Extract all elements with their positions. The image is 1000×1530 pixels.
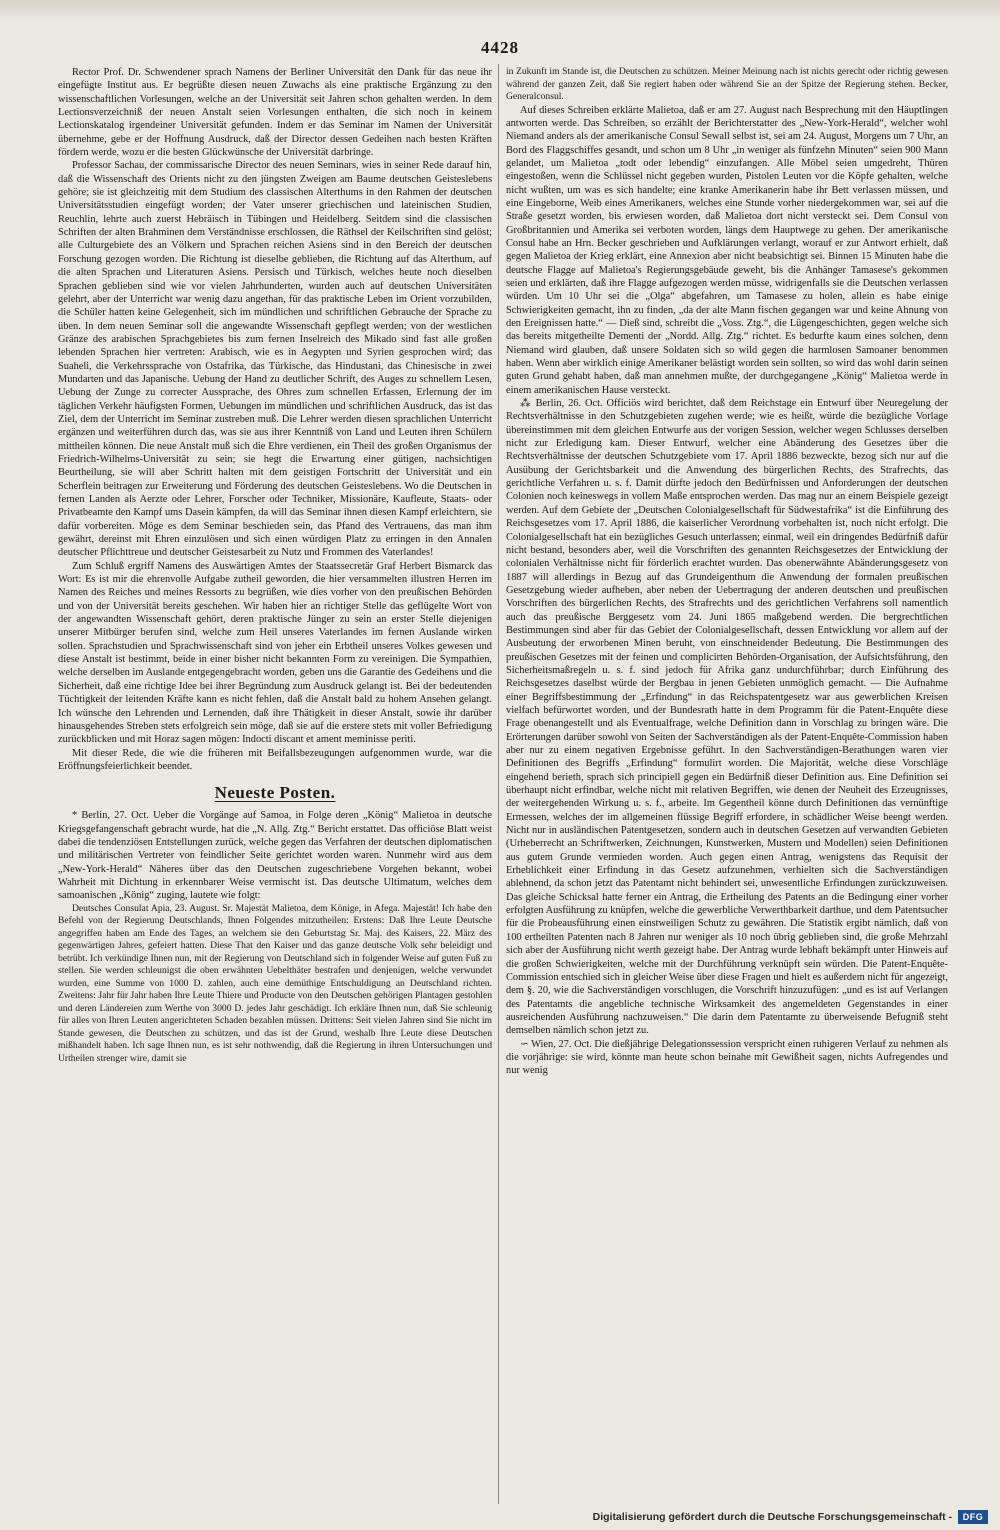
page-edge-shadow (0, 0, 1000, 22)
dfg-logo-icon: DFG (958, 1510, 988, 1524)
right-article (506, 66, 948, 1078)
paragraph: ⁂ Berlin, 26. Oct. Officiös wird berichtet, daß dem Reichstage ein Entwurf über Neuregelung der Rechtsverhältnisse in den Schutzgebieten zugehen werde; wie es heißt, würde die bezügliche Vorlage übereinstimmen mit dem gleichen Entwurfe aus der vorigen Session, welcher wegen Schlusses derselben nicht zur Erledigung kam. Dieser Entwurf, welcher eine Abänderung des Gesetzes über die Rechtsverhältnisse der deutschen Schutzgebiete vom 17. April 1886 bezweckte, bezog sich nur auf die Ausübung der Gerichtsbarkeit und die Anwendung des bürgerlichen Rechts, des Strafrechts, das gerichtliche Verfahren u. s. f. Damit dürfte jedoch den Bedürfnissen und Anforderungen der deutschen Colonien noch keineswegs in vollem Maße entsprochen werden. Das mag nur an einem Beispiele gezeigt werden. Auf dem Gebiete der „Deutschen Colonialgesellschaft für Südwestafrika“ ist die Einführung des Reichsgesetzes vom 17. April 1886, die kaiserlicher Verordnung vorbehalten ist, noch nicht erfolgt. Die Colonialgesellschaft hat ein bezügliches Gesuch unterlassen; einmal, weil ein dringendes Bedürfniß dafür nicht bestand, besonders aber, weil die Vorschriften des genannten Reichsgesetzes der Entwicklung der colonialen Verhältnisse nicht für förderlich erachtet wurden. Das obenerwähnte Abänderungsgesetz von 1887 will allerdings in Bezug auf das Grundeigenthum die Anwendung der formalen preußischen Gesetzgebung wieder aufheben, aber neben der Uebertragung der anderen deutschen und preußischen Vorschriften des bürgerlichen Rechts, des Strafrechts und des gerichtlichen Verfahrens soll namentlich auch das preußische Berggesetz vom 24. Juni 1865 maßgebend werden. Die bergrechtlichen Bestimmungen sind aber für das Gebiet der Colonialgesellschaft, dessen Entwicklung vor allem auf der Ausbeutung der erworbenen Minen beruht, von einschneidender Bedeutung. Die Bestimmungen des preußischen Gesetzes mit der feinen und complicirten Behörden-Organisation, der Aufsichtsführung, den Sicherheitsmaßregeln u. s. f. sind jedoch für Afrika ganz undurchführbar; durch Einführung des Reichsgesetzes daselbst würde der Bergbau in jenen Gebieten unmöglich gemacht. — Die Aufnahme einer Begriffsbestimmung der „Erfindung“ in das Reichspatentgesetz war aus gewerblichen Kreisen vielfach befürwortet worden, und der Bundesrath hatte in dem Programm für die Patent-Enquête diese Frage obenangestellt und als Eventualfrage, welche Definition dann in Vorschlag zu bringen wäre. Die Erörterungen darüber sowohl von Seiten der Sachverständigen als der Patent-Enquête-Commission haben aber nur zu einem negativen Ergebnisse geführt. In den Sachverständigen-Berathungen waren vier Definitionen des Begriffs „Erfindung“ formulirt worden. Die Majorität, welche diese Vorschläge eingehend berieth, sprach sich principiell gegen ein Bedürfniß dieser Definition aus. Eine Definition sei überhaupt nicht erfindbar, welche nicht mit relativen Begriffen, wie denen der Neuheit des Erzeugnisses, der weitergehenden Wirkung u. s. f., arbeite. Im Gegentheil könne durch Definitionen das vernünftige Ermessen, welches der im allgemeinen flüssige Begriff erfordere, in schädlicher Weise beengt werden. Nicht nur in ausländischen Patentgesetzen, sondern auch in deutschen Gesetzen auf verwandten Gebieten (Urheberrecht an Schriftwerken, Zeichnungen, Kunstwerken, Mustern und Modellen) seien Definitionen aus gutem Grunde vermieden worden. Auch gegen einen Antrag, wenigstens das Requisit der Erheblichkeit einer Erfindung in das Gesetz aufzunehmen, verhielten sich die Sachverständigen ablehnend, da schon jetzt das Patentamt nicht behindert sei, unwesentliche Erfindungen zurückzuweisen. Das gleiche Schicksal hatte ferner ein Antrag, die Ertheilung des Patents an die Bedingung einer vorher erfolgten Ausführung zu knüpfen, welche die gewerbliche Verwerthbarkeit darthue, und dem Patentsucher für die Probeausführung einen einstweiligen Schutz zu gewähren. Die Statistik ergibt nämlich, daß von 100 ertheilten Patenten nach 8 Jahren nur weniger als 10 noch übrig geblieben sind, die große Mehrzahl sich aber der Ausführung nicht werth gezeigt habe. Der Antrag wurde lebhaft bekämpft unter Hinweis auf die großen Schwierigkeiten, welche mit der Durchführung verknüpft sein würden. Die Patent-Enquête-Commission entschied sich in gleicher Weise über diese Fragen und hielt es außerdem nicht für angezeigt, dem §. 20, wie die Sachverständigen vorschlugen, die Vorschrift hinzuzufügen: „und es ist auf Verlangen des Patentamts die angebliche technische Wirksamkeit des angemeldeten Gegenstandes in einer ausreichenden Ausführung nachzuweisen.“ Die darin dem Patentamte zu überweisende Befugniß steht demselben nämlich schon jetzt zu. (506, 398, 948, 1037)
paragraph: Deutsches Consulat Apia, 23. August. Sr. Majestät Malietoa, dem Könige, in Afega. Majestät! Ich habe den Befehl von der Regierung Deutschlands, Ihnen Folgendes mitzutheilen: Erstens: Daß Ihre Leute Deutsche angegriffen haben am Ende des Tages, an welchem sie den Geburtstag Sr. Maj. des Kaisers, 22. März des gegenwärtigen Jahres, gefeiert hatten. Diese That den Kaiser und das ganze deutsche Volk sehr beleidigt und betrübt. Ich verkündige Ihnen nun, mit der Regierung von Deutschland sich in folgender Weise auf guten Fuß zu stellen. Sie werden schleunigst die oben erwähnten Uebelthäter bestrafen und denjenigen, welche verwundet wurden, eine Summe von 1000 D. zahlen, auch eine demüthige Entschuldigung an Deutschland richten. Zweitens: Jahr für Jahr haben Ihre Leute Thiere und Producte von den Deutschen gehörigen Plantagen gestohlen und deren Ländereien zum Werthe von 3000 D. jedes Jahr geschädigt. Ich erkläre Ihnen nun, daß Sie schleunig für alles von Ihren Leuten angerichteten Schaden bezahlen müssen. Drittens: Seit vielen Jahren sind Sie nicht im Stande gewesen, die Deutschen zu schützen, und das ist der Grund, weshalb Ihre Leute diese Deutschen mißhandelt haben. Ich sage Ihnen nun, es ist sehr nothwendig, daß die Regierung in ihren Untersuchungen und Urtheilen strenger wire, damit sie (58, 902, 492, 1064)
paragraph: * Berlin, 27. Oct. Ueber die Vorgänge auf Samoa, in Folge deren „König“ Malietoa in deutsche Kriegsgefangenschaft gebracht wurde, hat die „N. Allg. Ztg.“ Bericht erstattet. Das officiöse Blatt weist dabei die tendenziösen Entstellungen zurück, welche gegen das Verfahren der deutschen diplomatischen und militärischen Vertreter von feindlicher Seite gerichtet worden waren. Nunmehr wird aus dem „New-York-Herald“ Näheres über das den Deutschen zugeschriebene Vorgehen bekannt, wobei Wahrheit mit Dichtung in erkennbarer Weise vermischt ist. Das deutsche Ultimatum, welches dem samoanischen „König“ zuging, lautete wie folgt: (58, 810, 492, 902)
paragraph: Mit dieser Rede, die wie die früheren mit Beifallsbezeugungen aufgenommen wurde, war die Eröffnungsfeierlichkeit beendet. (58, 747, 492, 772)
paragraph: Auf dieses Schreiben erklärte Malietoa, daß er am 27. August nach Besprechung mit den Häuptlingen antworten werde. Das Schreiben, so erzählt der Berichterstatter des „New-York-Herald“, welcher wohl Niemand anders als der amerikanische Consul Sewall selbst ist, sei am 24. August, Morgens um 7 Uhr, an Bord des Flaggschiffes gesandt, und schon um 8 Uhr „in weniger als fünfzehn Minuten“ seien 900 Mann gelandet, um Malietoa „todt oder lebendig“ einzufangen. Alle Möbel seien umgedreht, Thüren eingestoßen, wenn die Schlüssel nicht gegeben wurden, Pistolen Leuten vor die Köpfe gehalten, welche nicht wußten, um was es sich handelte; eine kranke Amerikanerin habe ihr Bett verlassen müssen, und eine Eingeborne, Weib eines Amerikaners, welches eine Stunde vorher niedergekommen war, sei auf die Straße gesetzt worden, bis erwiesen worden, daß Malietoa dort nicht versteckt sei. Dem Consul von Großbritannien und Amerika sei verboten worden, längs dem Hauptwege zu gehen. Der amerikanische Consul habe an Hrn. Becker geschrieben und Aufklärungen verlangt, worauf er zur Antwort erhielt, daß gegen Malietoa der Krieg erklärt, eine Annexion aber nicht beabsichtigt sei. Binnen 15 Minuten habe die deutsche Flagge auf Malietoa's Regierungsgebäude geweht, bis die Anhänger Tamasese's gekommen seien und erklärten, daß ihre Flagge aufgezogen werden müsse, widrigenfalls sie die Deutschen verlassen würden. Um 10 Uhr sei die „Olga“ abgefahren, um Tamasese zu holen, allein es habe einige Schwierigkeiten gemacht, ihn zu finden, „da der alte Mann fischen gegangen war und keine Ahnung von den Ereignissen hatte.“ — Dieß sind, schreibt die „Voss. Ztg.“, die Lügengeschichten, gegen welche sich das bereits mitgetheilte Dementi der „Nordd. Allg. Ztg.“ richtet. Es bedurfte kaum eines solchen, denn Niemand wird glauben, daß unsere Soldaten sich so wild gegen die harmlosen Samoaner benommen haben. Wenn aber wirklich einige Amerikaner belästigt worden sein sollten, so wird das wohl darin seinen guten Grund gehabt haben, daß man annehmen mußte, der durchgegangene „König“ Malietoa werde in einem amerikanischen Hause versteckt. (506, 104, 948, 396)
footer-text: Digitalisierung gefördert durch die Deutsche Forschungsgemeinschaft - (592, 1511, 952, 1523)
paragraph: ∽ Wien, 27. Oct. Die dießjährige Delegationssession verspricht einen ruhigeren Verlauf zu nehmen als die vorjährige: sie wird, könnte man heute schon beinahe mit Gewißheit sagen, nichts Aufregendes und nur wenig (506, 1038, 948, 1077)
column-divider (498, 64, 499, 1504)
section-heading: Neueste Posten. (214, 783, 336, 803)
left-news-article (58, 809, 492, 1065)
footer-credit (593, 1510, 988, 1524)
left-column (58, 66, 492, 1065)
paragraph: Professor Sachau, der commissarische Director des neuen Seminars, wies in seiner Rede darauf hin, daß die Wissenschaft des Orients nicht zu den jüngsten Zweigen am Baume deutschen Geisteslebens gehöre; sie ist gleichzeitig mit dem Studium des classischen Alterthums in den Rahmen der deutschen Universitätsstudien eingefügt worden; der Vater unserer griechischen und lateinischen Studien, Reuchlin, lehrte auch zuerst Hebräisch in Tübingen und Heidelberg. Seitdem sind die classischen Schriften der alten Brahminen dem Verständnisse erschlossen, die Räthsel der Keilschriften sind gelöst; alle Culturgebiete des an Völkern und Sprachen reichen Asiens sind in den Bereich der deutschen Forschung gezogen worden. Die Richtung ist dieselbe geblieben, die Richtung auf das Alterthum, auf die alten Sprachen und Literaturen Asiens. Persisch und Türkisch, welches heute noch dieselben Sprachen geblieben sind wie vor vielen Jahrhunderten, wurden auch auf deutschen Universitäten gelehrt, aber der Unterricht war wenig dazu angethan, für das praktische Leben im Orient vorzubilden, die Schüler hatten keine Gelegenheit, sich im mündlichen und schriftlichen Gebrauche der Sprache zu üben. In dem neuen Seminar soll die angewandte Wissenschaft gepflegt werden; von der westlichen Gränze des arabischen Sprachgebietes bis zum fernen Inselreich des Mikado sind fast alle großen lebenden Sprachen hier vertreten: Arabisch, wie es in Aegypten und Syrien gesprochen wird; das Suaheli, die Verkehrssprache von Ostafrika, das Türkische, das Hindustani, das Chinesische in zwei Mundarten und das Japanische. Uebung der Hand zu deutlicher Schrift, des Auges zu schnellem Lesen, Uebung der Zunge zu correcter Aussprache, des Ohres zum schnellen Erfassen, Erlernung der im täglichen Verkehr häufigsten Formen, Uebungen im mündlichen und schriftlichen Ausdruck, das ist das Ziel, dem der Unterricht im Seminar zustreben muß. Die Lehrer werden diesen sprachlichen Unterricht ergänzen und weiterführen durch das, was sie aus ihrer Kenntniß von Land und Leuten ihren Schülern mittheilen können. Die neue Anstalt muß sich die Ehre verdienen, ein Theil des großen Organismus der Friedrich-Wilhelms-Universität zu sein; sie hegt die Erwartung einer gütigen, nachsichtigen Beurtheilung, sie will aber Schritt halten mit dem geistigen Fortschritt der Universität und ein Scherflein beitragen zur Erweiterung und Förderung des deutschen Geisteslebens. Wo die Deutschen in fernen Landen als Aerzte oder Lehrer, Forscher oder Techniker, Missionäre, Kaufleute, Staats- oder Privatbeamte den Kampf ums Dasein kämpfen, da will das Seminar ihnen diesen Kampf erleichtern, sie dafür vorbereiten. Möge es dem Seminar beschieden sein, das Pfand des Vertrauens, das man ihm gewährt, dereinst mit Ehren einzulösen und sich einen würdigen Platz zu erringen in den Annalen deutscher Pflichttreue und deutscher Geistesarbeit zu Nutz und Frommen des Vaterlandes! (58, 160, 492, 559)
left-article (58, 66, 492, 773)
page-number: 4428 (481, 38, 519, 57)
paragraph: Rector Prof. Dr. Schwendener sprach Namens der Berliner Universität den Dank für das neue ihr eingefügte Institut aus. Er begrüßte diesen neuen Zuwachs als eine praktische Ergänzung zu den wissenschaftlichen Vorlesungen, welche an der Universität seit Jahren schon gehalten werden. In dem Lectionsverzeichniß der neuen Anstalt seien Vorlesungen enthalten, die sich noch in keinem Lectionskatalog irgendeiner Universität gefunden. Indem er das Seminar im Namen der Universität übernehme, gebe er der Hoffnung Ausdruck, daß der Director dessen Gedeihen nach besten Kräften fördern werde, wozu er die besten Glückwünsche der Universität darbringe. (58, 67, 492, 159)
paragraph: Zum Schluß ergriff Namens des Auswärtigen Amtes der Staatssecretär Graf Herbert Bismarck das Wort: Es ist mir die ehrenvolle Aufgabe zutheil geworden, die hier versammelten illustren Herren im Namen des Reiches und meines Ressorts zu begrüßen, wie dies vorher von den preußischen Behörden und von der Universität bereits geschehen. Wir haben hier an richtiger Stelle das geflügelte Wort von der angewandten Wissenschaft gehört, deren praktische Jünger zu sein an erster Stelle diejenigen unserer Mitbürger berufen sind, welche zum Heil unseres Vaterlandes im fernen Auslande wirken sollen. Sprachstudien und Sprachwissenschaft sind von jeher ein Erbtheil unseres Volkes gewesen und diese Anstalt ist bestimmt, beide in einer bisher nicht bekannten Form zu vereinigen. Die Sympathien, welche derselben im Auslande entgegengebracht worden, geben uns die Garantie des Gedeihens und die Sicherheit, daß eine richtige Idee bei ihrer Begründung zum Ausdruck gelangt ist. Bei der bedeutenden Tüchtigkeit der leitenden Kräfte kann es nicht fehlen, daß die Anstalt bald zu hohem Ansehen gelangt. Ich wünsche den Lehrenden und Lernenden, daß ihre Thätigkeit in dieser Anstalt, sowie ihr darüber hinausgehendes Streben stets erfolgreich sein möge, daß sie auf die erstere stets mit voller Befriedigung zurückblicken und mit Horaz sagen mögen: Indocti discant et ament meminisse periti. (58, 560, 492, 746)
right-column (506, 66, 948, 1078)
paragraph: in Zukunft im Stande ist, die Deutschen zu schützen. Meiner Meinung nach ist nichts gerecht oder richtig gewesen während der ganzen Zeit, daß Sie regiert haben oder während Sie an der Spitze der Regierung stehen. Becker, Generalconsul. (506, 66, 948, 102)
